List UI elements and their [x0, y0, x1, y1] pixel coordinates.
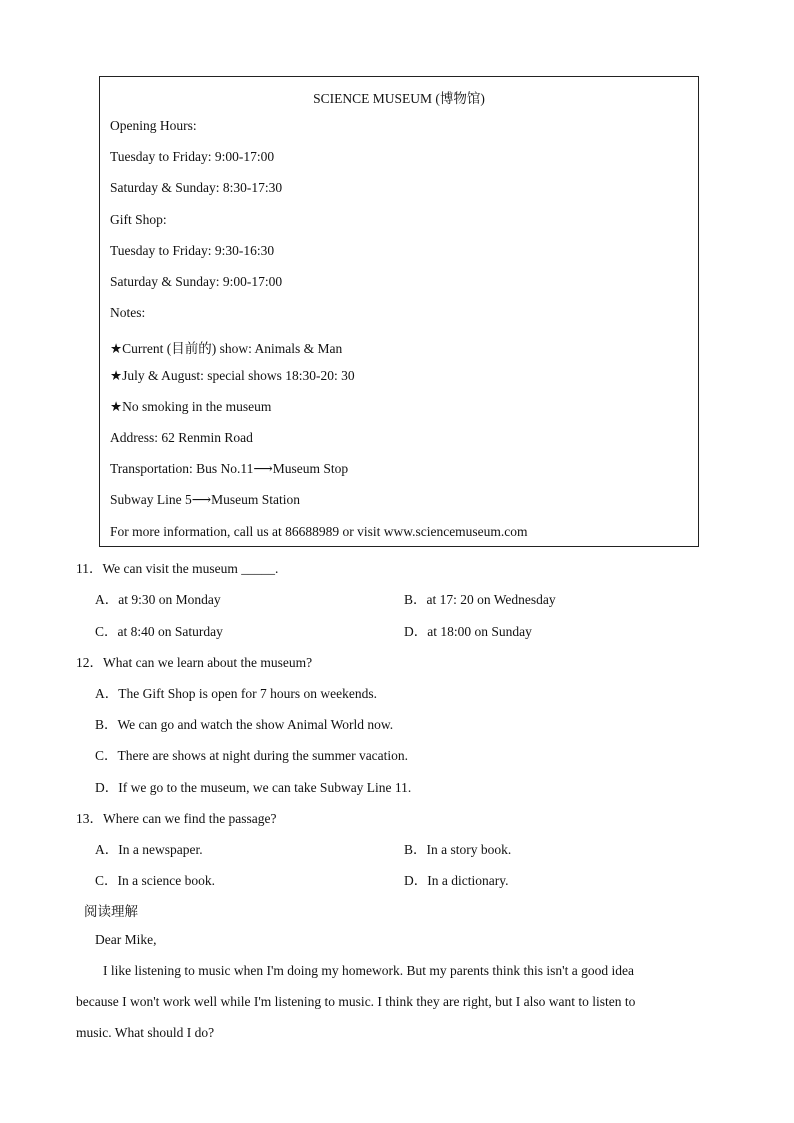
museum-notice-box [99, 76, 699, 547]
notice-title: SCIENCE MUSEUM (博物馆) [313, 91, 485, 106]
letter-salutation: Dear Mike, [95, 932, 157, 947]
note-current-show: ★Current (目前的) show: Animals & Man [110, 341, 343, 356]
letter-line-3: music. What should I do? [76, 1025, 215, 1040]
question-13-stem: 13．Where can we find the passage? [76, 811, 277, 826]
gift-shop-heading: Gift Shop: [110, 212, 167, 227]
address-line: Address: 62 Renmin Road [110, 430, 253, 445]
question-12-option-a[interactable]: A．The Gift Shop is open for 7 hours on weekends. [95, 686, 377, 701]
question-13-option-b[interactable]: B．In a story book. [404, 842, 512, 857]
opening-hours-weekday: Tuesday to Friday: 9:00-17:00 [110, 149, 275, 164]
question-11-stem: 11．We can visit the museum _____. [76, 561, 279, 576]
letter-line-1: I like listening to music when I'm doing my homework. But my parents think this isn't a good idea [103, 963, 634, 978]
question-13-option-d[interactable]: D．In a dictionary. [404, 873, 509, 888]
question-12-option-b[interactable]: B．We can go and watch the show Animal World now. [95, 717, 394, 732]
opening-hours-heading: Opening Hours: [110, 118, 197, 133]
transportation-bus: Transportation: Bus No.11⟶Museum Stop [110, 461, 349, 476]
question-12-stem: 12．What can we learn about the museum? [76, 655, 313, 670]
transportation-subway: Subway Line 5⟶Museum Station [110, 492, 300, 507]
note-no-smoking: ★No smoking in the museum [110, 399, 272, 414]
note-special-shows: ★July & August: special shows 18:30-20: 30 [110, 368, 355, 383]
question-13-option-a[interactable]: A．In a newspaper. [95, 842, 203, 857]
section-heading: 阅读理解 [84, 904, 138, 919]
notes-heading: Notes: [110, 305, 146, 320]
question-12-option-c[interactable]: C．There are shows at night during the summer vacation. [95, 748, 409, 763]
opening-hours-weekend: Saturday & Sunday: 8:30-17:30 [110, 180, 283, 195]
question-11-option-d[interactable]: D．at 18:00 on Sunday [404, 624, 532, 639]
gift-shop-weekday: Tuesday to Friday: 9:30-16:30 [110, 243, 275, 258]
question-13-option-c[interactable]: C．In a science book. [95, 873, 215, 888]
contact-info: For more information, call us at 86688989 or visit www.sciencemuseum.com [110, 524, 528, 539]
question-11-option-b[interactable]: B．at 17: 20 on Wednesday [404, 592, 556, 607]
question-12-option-d[interactable]: D．If we go to the museum, we can take Subway Line 11. [95, 780, 412, 795]
question-11-option-a[interactable]: A．at 9:30 on Monday [95, 592, 221, 607]
gift-shop-weekend: Saturday & Sunday: 9:00-17:00 [110, 274, 283, 289]
question-11-option-c[interactable]: C．at 8:40 on Saturday [95, 624, 223, 639]
letter-line-2: because I won't work well while I'm listening to music. I think they are right, but I also want to listen to [76, 994, 636, 1009]
